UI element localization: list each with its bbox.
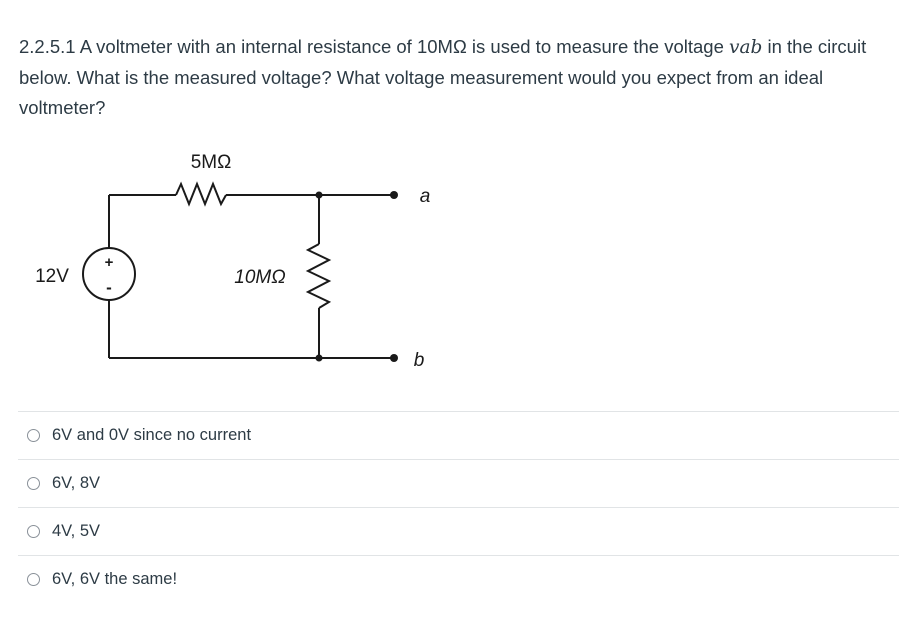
shunt-resistor-symbol xyxy=(308,244,329,308)
terminal-a-label: a xyxy=(419,186,431,207)
question-prefix: 2.2.5.1 A voltmeter with an internal resistance of 10MΩ is used to measure the voltage xyxy=(19,36,730,57)
series-resistor-label: 5MΩ xyxy=(190,152,232,173)
terminal-a-dot xyxy=(390,191,398,199)
terminal-b-dot xyxy=(390,354,398,362)
radio-button[interactable] xyxy=(27,477,40,490)
source-plus-sign: + xyxy=(104,254,114,271)
answer-option-2[interactable] xyxy=(18,459,899,507)
question-suffix: in the circuit below. What is the measured voltage? What voltage measurement would you expect from an ideal voltmeter? xyxy=(19,36,867,118)
question-variable: vab xyxy=(729,37,763,58)
source-voltage-label: 12V xyxy=(35,266,69,287)
radio-button[interactable] xyxy=(27,525,40,538)
answer-list xyxy=(18,411,899,603)
junction-node-top xyxy=(316,192,323,199)
series-resistor-symbol xyxy=(176,184,226,204)
circuit-diagram xyxy=(0,130,480,400)
terminal-b-label: b xyxy=(413,350,425,371)
answer-label: 6V and 0V since no current xyxy=(52,426,252,444)
radio-button[interactable] xyxy=(27,573,40,586)
radio-button[interactable] xyxy=(27,429,40,442)
answer-option-4[interactable] xyxy=(18,555,899,603)
shunt-resistor-label: 10MΩ xyxy=(234,267,286,288)
junction-node-bottom xyxy=(316,355,323,362)
answer-option-1[interactable] xyxy=(18,411,899,459)
answer-label: 4V, 5V xyxy=(52,522,101,540)
answer-option-3[interactable] xyxy=(18,507,899,555)
answer-label: 6V, 6V the same! xyxy=(52,570,178,588)
source-minus-sign: - xyxy=(106,278,112,297)
answer-label: 6V, 8V xyxy=(52,474,101,492)
question-text xyxy=(19,32,894,123)
